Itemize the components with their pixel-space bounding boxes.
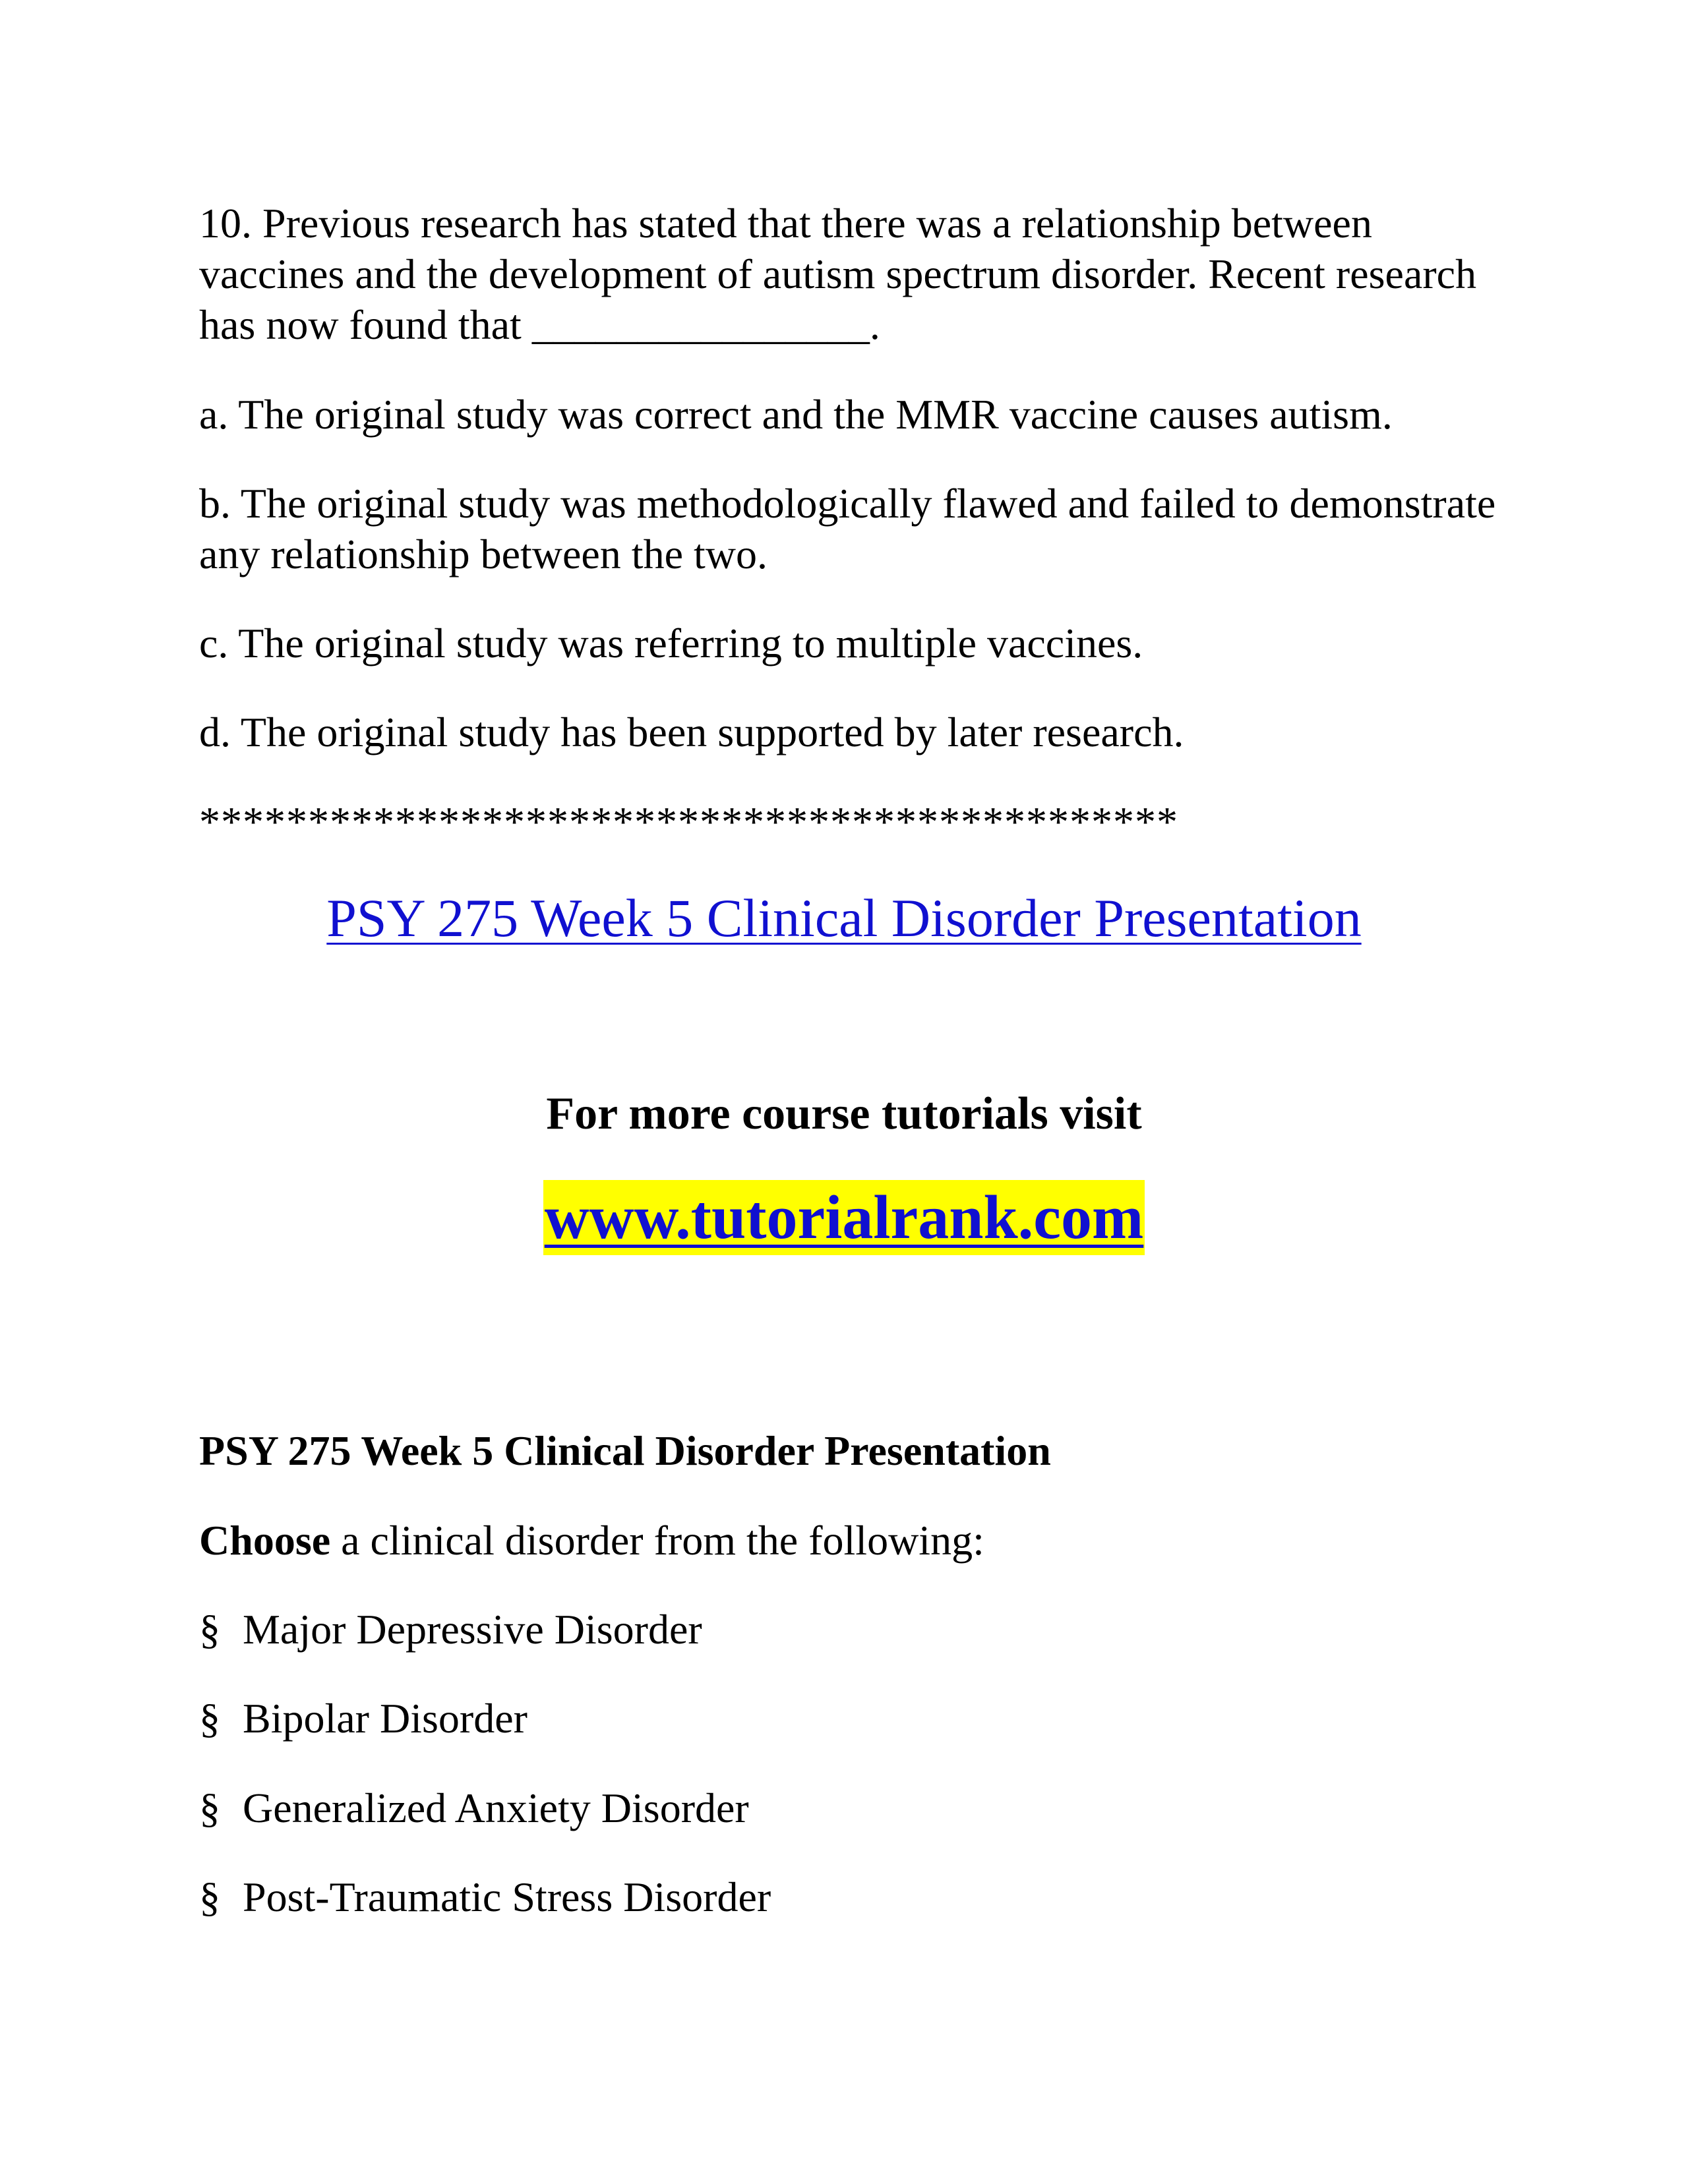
section-bullet-icon: §	[199, 1695, 220, 1742]
list-item-label: Major Depressive Disorder	[243, 1606, 702, 1653]
choose-bold: Choose	[199, 1517, 331, 1564]
list-item	[199, 1693, 528, 1744]
site-link[interactable]: www.tutorialrank.com	[543, 1180, 1145, 1255]
choose-instruction	[199, 1515, 984, 1566]
option-b: b. The original study was methodologically flawed and failed to demonstrate any relationship between the two.	[199, 480, 1496, 577]
list-item-label: Generalized Anxiety Disorder	[243, 1785, 749, 1831]
separator-stars: *********************************************	[199, 798, 1178, 845]
section-title: PSY 275 Week 5 Clinical Disorder Presentation	[199, 1427, 1051, 1474]
promo-text: For more course tutorials visit	[546, 1088, 1142, 1139]
course-link-container	[0, 885, 1688, 951]
course-title-link[interactable]: PSY 275 Week 5 Clinical Disorder Presentation	[326, 888, 1362, 948]
site-link-container	[0, 1180, 1688, 1255]
option-a: a. The original study was correct and the MMR vaccine causes autism.	[199, 391, 1393, 438]
question-stem: 10. Previous research has stated that there was a relationship between vaccines and the development of autism spectrum disorder. Recent research has now found that ________________.	[199, 200, 1477, 348]
choose-rest: a clinical disorder from the following:	[330, 1517, 984, 1564]
section-bullet-icon: §	[199, 1606, 220, 1653]
list-item-label: Post-Traumatic Stress Disorder	[243, 1874, 771, 1920]
list-item	[199, 1872, 771, 1922]
option-d: d. The original study has been supported by later research.	[199, 709, 1184, 755]
section-bullet-icon: §	[199, 1785, 220, 1831]
section-bullet-icon: §	[199, 1874, 220, 1920]
list-item	[199, 1604, 702, 1655]
list-item-label: Bipolar Disorder	[243, 1695, 528, 1742]
option-c: c. The original study was referring to multiple vaccines.	[199, 620, 1143, 666]
list-item	[199, 1783, 749, 1833]
